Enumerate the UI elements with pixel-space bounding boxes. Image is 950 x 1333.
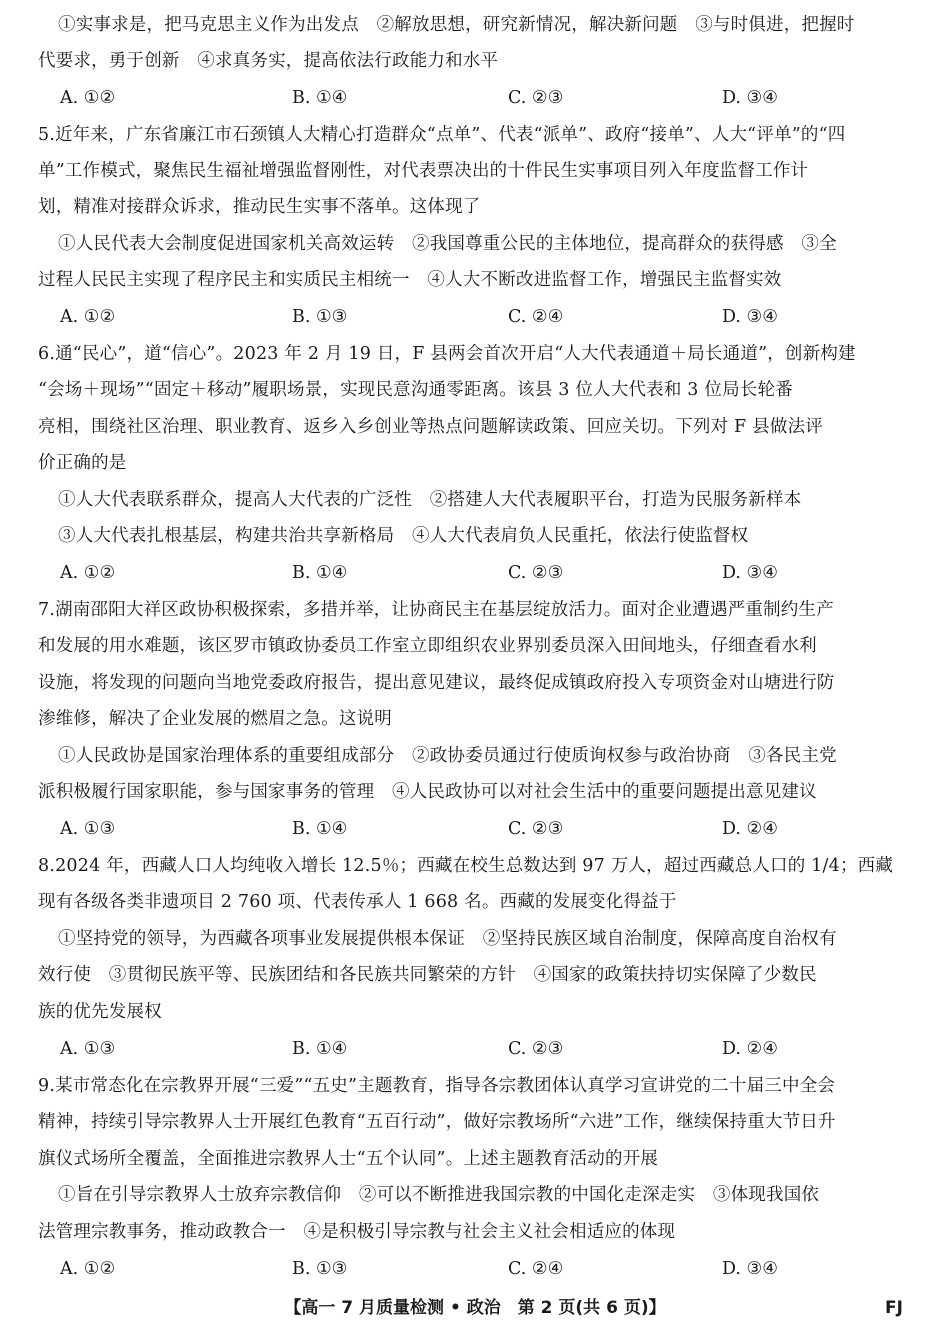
q7-item-line-1: ①人民政协是国家治理体系的重要组成部分 ②政协委员通过行使质询权参与政治协商 ③各民主党	[58, 746, 837, 766]
q9-item-line-2: 法管理宗教事务，推动政教合一 ④是积极引导宗教与社会主义社会相适应的体现	[38, 1222, 676, 1242]
q4-option-d: D. ③④	[722, 88, 778, 108]
q9-stem-line-2: 精神，持续引导宗教界人士开展红色教育“五百行动”，做好宗教场所“六进”工作，继续保持重大节日升	[38, 1112, 836, 1132]
q7-option-c: C. ②③	[508, 819, 564, 839]
q8-item-line-3: 族的优先发展权	[38, 1002, 162, 1022]
q6-option-d: D. ③④	[722, 563, 778, 583]
footer-code: FJ	[885, 1298, 903, 1318]
q5-option-d: D. ③④	[722, 307, 778, 327]
q8-stem-line-2: 现有各级各类非遗项目 2 760 项、代表传承人 1 668 名。西藏的发展变化得益于	[38, 892, 677, 912]
q8-option-c: C. ②③	[508, 1039, 564, 1059]
q6-option-a: A. ①②	[60, 563, 116, 583]
q8-stem-line-1: 8.2024 年，西藏人口人均纯收入增长 12.5％；西藏在校生总数达到 97 万人，超过西藏总人口的 1/4；西藏	[38, 856, 894, 876]
q6-stem-line-1: 6.通“民心”，道“信心”。2023 年 2 月 19 日，F 县两会首次开启“人大代表通道＋局长通道”，创新构建	[38, 344, 856, 364]
q8-item-line-2: 效行使 ③贯彻民族平等、民族团结和各民族共同繁荣的方针 ④国家的政策扶持切实保障了少数民	[38, 965, 817, 985]
q7-stem-line-2: 和发展的用水难题，该区罗市镇政协委员工作室立即组织农业界别委员深入田间地头，仔细查看水利	[38, 636, 817, 656]
q5-option-c: C. ②④	[508, 307, 564, 327]
q5-stem-line-3: 划，精准对接群众诉求，推动民生实事不落单。这体现了	[38, 197, 481, 217]
q6-option-c: C. ②③	[508, 563, 564, 583]
q7-stem-line-4: 渗维修，解决了企业发展的燃眉之急。这说明	[38, 709, 392, 729]
q8-option-a: A. ①③	[60, 1039, 116, 1059]
q8-option-d: D. ②④	[722, 1039, 778, 1059]
q4-option-c: C. ②③	[508, 88, 564, 108]
q5-stem-line-1: 5.近年来，广东省廉江市石颈镇人大精心打造群众“点单”、代表“派单”、政府“接单”、人大“评单”的“四	[38, 125, 846, 145]
q6-item-line-1: ①人大代表联系群众，提高人大代表的广泛性 ②搭建人大代表履职平台，打造为民服务新样本	[58, 490, 802, 510]
q9-stem-line-3: 旗仪式场所全覆盖，全面推进宗教界人士“五个认同”。上述主题教育活动的开展	[38, 1149, 659, 1169]
q9-option-b: B. ①③	[292, 1259, 348, 1279]
q7-item-line-2: 派积极履行国家职能，参与国家事务的管理 ④人民政协可以对社会生活中的重要问题提出意见建议	[38, 782, 817, 802]
q8-option-b: B. ①④	[292, 1039, 348, 1059]
q5-stem-line-2: 单”工作模式，聚焦民生福祉增强监督刚性，对代表票决出的十件民生实事项目列入年度监督工作计	[38, 161, 809, 181]
page-footer: 【高一 7 月质量检测 • 政治 第 2 页(共 6 页)】	[284, 1298, 666, 1318]
q6-option-b: B. ①④	[292, 563, 348, 583]
q4-item-line-1: ①实事求是，把马克思主义作为出发点 ②解放思想，研究新情况，解决新问题 ③与时俱进，把握时	[58, 15, 855, 35]
q5-item-line-1: ①人民代表大会制度促进国家机关高效运转 ②我国尊重公民的主体地位，提高群众的获得感 ③全	[58, 234, 837, 254]
q6-stem-line-3: 亮相，围绕社区治理、职业教育、返乡入乡创业等热点问题解读政策、回应关切。下列对 F 县做法评	[38, 417, 823, 437]
q7-stem-line-1: 7.湖南邵阳大祥区政协积极探索，多措并举，让协商民主在基层绽放活力。面对企业遭遇严重制约生产	[38, 600, 834, 620]
q7-option-b: B. ①④	[292, 819, 348, 839]
q9-option-a: A. ①②	[60, 1259, 116, 1279]
q7-stem-line-3: 设施，将发现的问题向当地党委政府报告，提出意见建议，最终促成镇政府投入专项资金对山塘进行防	[38, 673, 835, 693]
q4-option-a: A. ①②	[60, 88, 116, 108]
q9-option-c: C. ②④	[508, 1259, 564, 1279]
q4-option-b: B. ①④	[292, 88, 348, 108]
q6-item-line-2: ③人大代表扎根基层，构建共治共享新格局 ④人大代表肩负人民重托，依法行使监督权	[58, 526, 749, 546]
q8-item-line-1: ①坚持党的领导，为西藏各项事业发展提供根本保证 ②坚持民族区域自治制度，保障高度自治权有	[58, 929, 837, 949]
q5-item-line-2: 过程人民民主实现了程序民主和实质民主相统一 ④人大不断改进监督工作，增强民主监督实效	[38, 270, 782, 290]
q7-option-d: D. ②④	[722, 819, 778, 839]
q7-option-a: A. ①③	[60, 819, 116, 839]
q6-stem-line-4: 价正确的是	[38, 453, 127, 473]
q4-item-line-2: 代要求，勇于创新 ④求真务实，提高依法行政能力和水平	[38, 51, 499, 71]
q6-stem-line-2: “会场＋现场”“固定＋移动”履职场景，实现民意沟通零距离。该县 3 位人大代表和 3 位局长轮番	[38, 380, 793, 400]
q5-option-a: A. ①②	[60, 307, 116, 327]
q9-stem-line-1: 9.某市常态化在宗教界开展“三爱”“五史”主题教育，指导各宗教团体认真学习宣讲党的二十届三中全会	[38, 1076, 836, 1096]
q9-option-d: D. ③④	[722, 1259, 778, 1279]
q5-option-b: B. ①③	[292, 307, 348, 327]
q9-item-line-1: ①旨在引导宗教界人士放弃宗教信仰 ②可以不断推进我国宗教的中国化走深走实 ③体现我国依	[58, 1185, 820, 1205]
